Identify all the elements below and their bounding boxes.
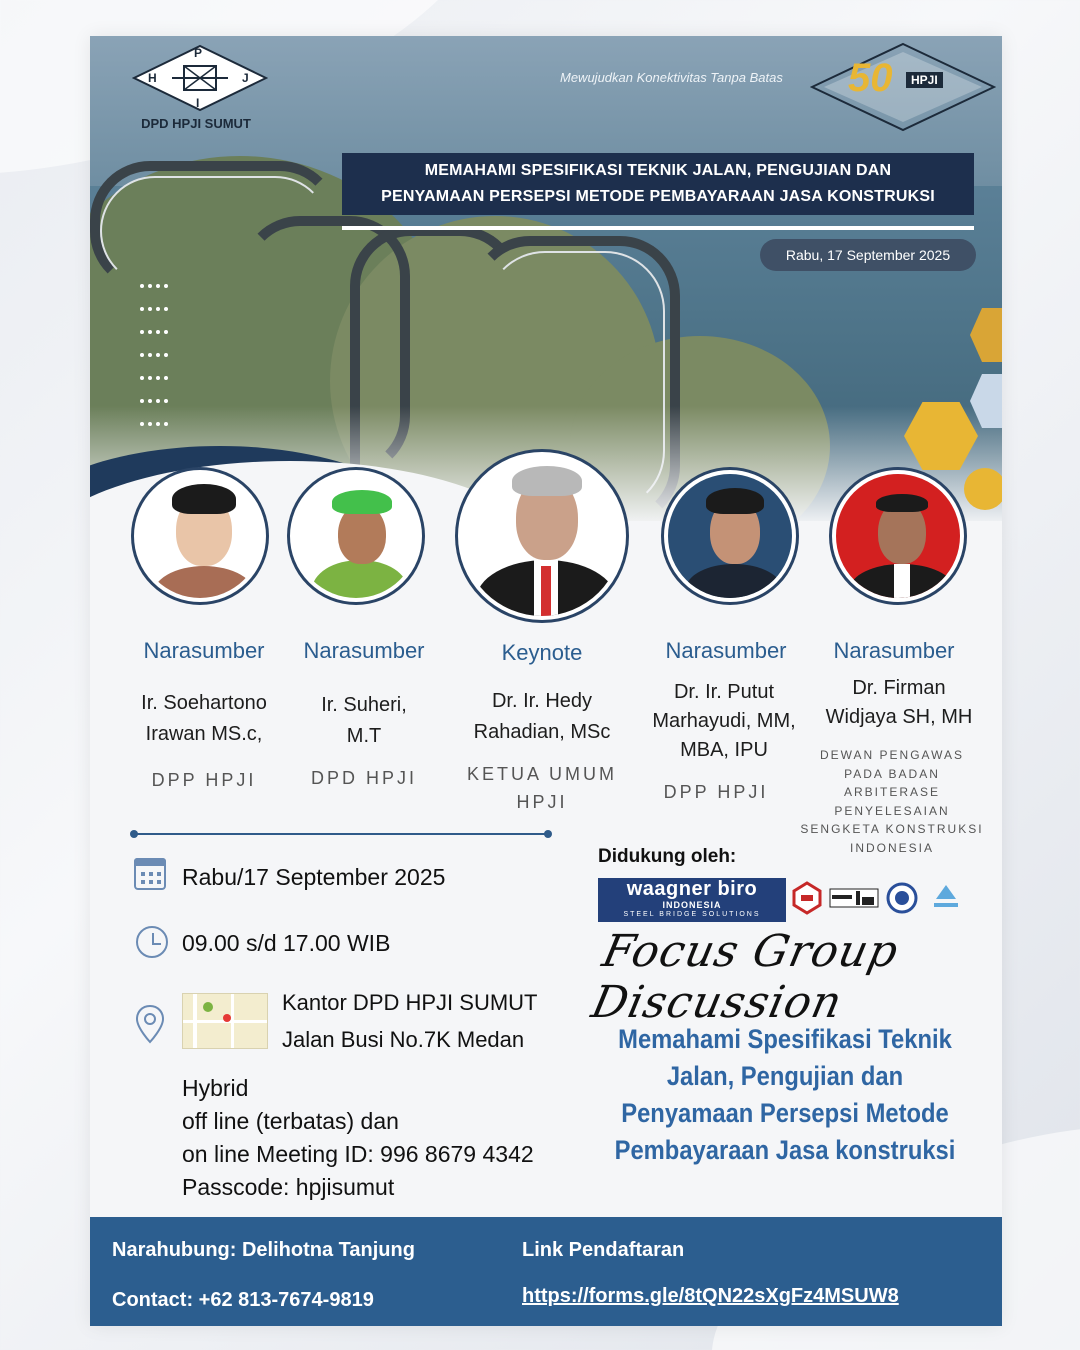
event-title-banner <box>342 153 974 215</box>
footer-contact-bar <box>90 1217 1002 1326</box>
registration-link-wrapper <box>522 1285 899 1308</box>
event-date: Rabu/17 September 2025 <box>182 864 446 890</box>
date-pill: Rabu, 17 September 2025 <box>760 239 976 271</box>
speaker-3-role: Keynote <box>501 640 583 665</box>
sponsor-logo-blue-icon <box>926 881 966 915</box>
title-line-2: PENYAMAAN PERSEPSI METODE PEMBAYARAAN JASA KONSTRUKSI <box>381 188 935 205</box>
speaker-5-role: Narasumber <box>833 638 955 663</box>
speaker-5-name: Dr. Firman Widjaya SH, MH <box>825 677 973 728</box>
event-time: 09.00 s/d 17.00 WIB <box>182 930 391 956</box>
registration-label: Link Pendaftaran <box>522 1239 685 1261</box>
speaker-photo-suheri <box>290 470 422 602</box>
anniversary-number: 50 <box>848 56 893 100</box>
speaker-photo-putut <box>664 470 796 602</box>
event-mode: Hybrid off line (terbatas) dan on line Meeting ID: 996 8679 4342 Passcode: hpjisumut <box>182 1075 534 1200</box>
sponsor-logo-circle-icon <box>886 881 918 915</box>
speaker-photo-hedy <box>458 452 626 620</box>
logo-caption: DPD HPJI SUMUT <box>141 116 251 131</box>
speaker-2-name: Ir. Suheri, M.T <box>321 694 407 747</box>
speaker-4-org: DPP HPJI <box>663 782 769 802</box>
title-line-1: MEMAHAMI SPESIFIKASI TEKNIK JALAN, PENGUJIAN DAN <box>424 162 892 179</box>
speaker-2-org: DPD HPJI <box>310 768 417 788</box>
circle-decoration <box>964 468 1002 510</box>
speaker-3-org: KETUA UMUM HPJI <box>466 764 617 812</box>
waagner-biro-logo: waagner biro INDONESIA STEEL BRIDGE SOLUTIONS <box>598 878 786 922</box>
logo-letter-i: I <box>196 96 200 110</box>
location-map-thumbnail[interactable] <box>182 993 268 1049</box>
logo-letter-p: P <box>194 46 203 60</box>
dpd-hpji-logo <box>110 44 250 136</box>
calendar-icon <box>134 858 166 890</box>
anniversary-diamond-icon <box>810 42 996 132</box>
logo-letter-h: H <box>148 71 157 85</box>
speaker-1-name: Ir. Soehartono Irawan MS.c, <box>141 692 267 745</box>
event-poster <box>90 36 1002 1326</box>
logo-letter-j: J <box>242 71 249 85</box>
venue-name: Kantor DPD HPJI SUMUT <box>282 990 538 1015</box>
contact-person: Narahubung: Delihotna Tanjung <box>112 1239 415 1261</box>
title-underline <box>342 226 974 230</box>
dot-grid-decoration <box>140 284 180 445</box>
hpji-50-anniversary-logo <box>810 42 996 132</box>
speaker-1-role: Narasumber <box>143 638 265 663</box>
contact-phone: Contact: +62 813-7674-9819 <box>112 1289 374 1311</box>
venue-address: Jalan Busi No.7K Medan <box>282 1027 525 1052</box>
speaker-4-role: Narasumber <box>665 638 787 663</box>
speaker-1-org: DPP HPJI <box>151 770 257 790</box>
clock-icon <box>136 926 168 958</box>
speaker-3-name: Dr. Ir. Hedy Rahadian, MSc <box>473 690 611 743</box>
speaker-5-org: DEWAN PENGAWAS PADA BADAN ARBITERASE PENYELESAIAN SENGKETA KONSTRUKSI INDONESIA <box>800 748 984 855</box>
tagline: Mewujudkan Konektivitas Tanpa Batas <box>560 70 783 85</box>
anniversary-brand: HPJI <box>906 72 943 88</box>
fgd-subtitle: Memahami Spesifikasi Teknik Jalan, Pengujian dan Penyamaan Persepsi Metode Pembayaraan Jasa konstruksi <box>614 1024 956 1165</box>
speaker-photo-soehartono <box>134 470 266 602</box>
fgd-script-title: Focus Group Discussion <box>587 926 904 1028</box>
location-pin-icon <box>134 1004 166 1044</box>
section-divider <box>134 833 548 835</box>
sponsor-logo-red-icon <box>792 881 822 915</box>
supported-by-label: Didukung oleh: <box>598 846 737 867</box>
speaker-4-name: Dr. Ir. Putut Marhayudi, MM, MBA, IPU <box>652 681 796 761</box>
speaker-2-role: Narasumber <box>303 638 425 663</box>
registration-link[interactable]: https://forms.gle/8tQN22sXgFz4MSUW8 <box>522 1285 899 1307</box>
sponsor-logo-aab-icon <box>828 881 880 915</box>
speaker-photo-firman <box>832 470 964 602</box>
